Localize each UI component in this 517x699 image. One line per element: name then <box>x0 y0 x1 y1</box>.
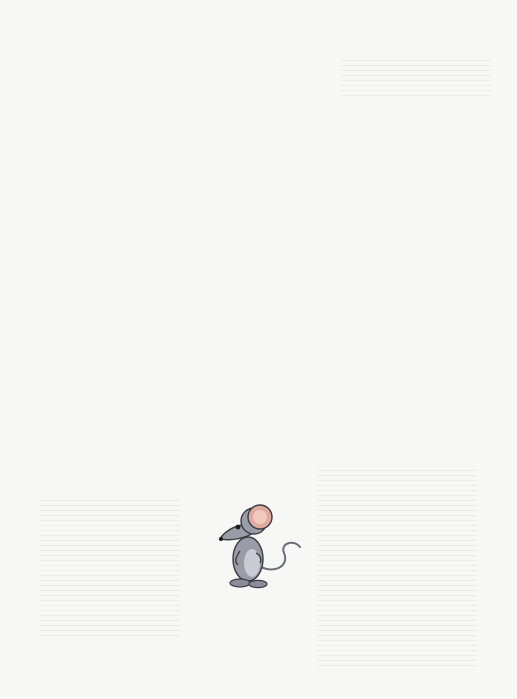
mouse-icon <box>212 495 304 593</box>
bleed-through-text <box>317 470 477 670</box>
section-heading <box>22 283 28 301</box>
bleed-through-text <box>40 500 180 640</box>
bleed-through-text <box>341 60 491 100</box>
